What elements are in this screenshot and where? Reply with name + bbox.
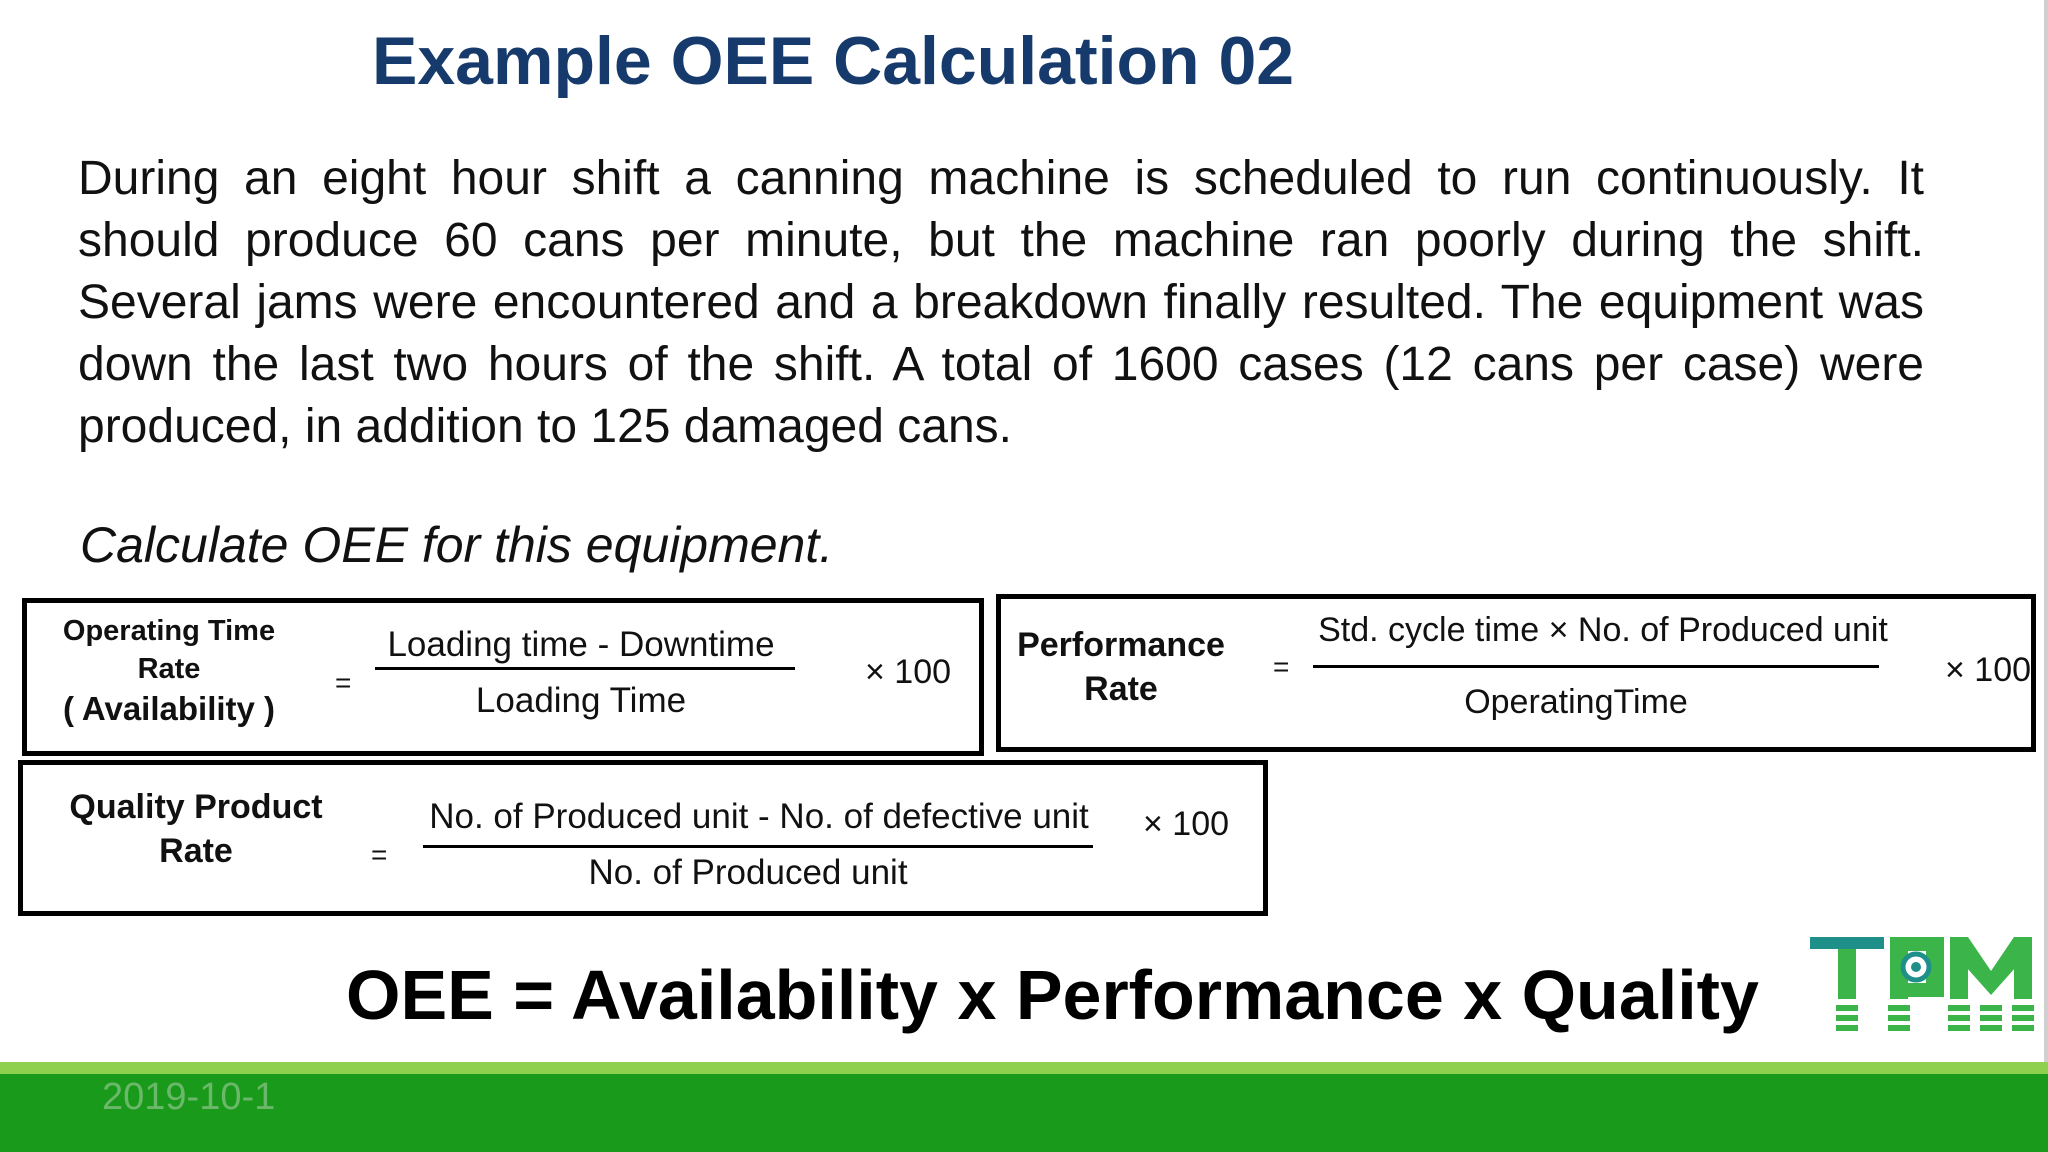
footer-bar: [0, 1074, 2048, 1152]
availability-fraction-line: [375, 667, 795, 670]
availability-label-line1: Operating Time: [62, 615, 276, 647]
performance-formula-box: [996, 594, 2036, 752]
availability-label-line3: ( Availability ): [62, 690, 276, 728]
tpm-logo: [1808, 935, 2036, 1037]
availability-multiplier: × 100: [865, 653, 952, 691]
slide-title: Example OEE Calculation 02: [372, 23, 1295, 99]
slide-date: 2019-10-1: [102, 1076, 276, 1118]
performance-label-line2: Rate: [1084, 670, 1158, 709]
quality-fraction-line: [423, 845, 1093, 848]
quality-denominator: No. of Produced unit: [588, 853, 908, 892]
oee-formula: OEE = Availability x Performance x Quality: [346, 956, 1759, 1034]
quality-numerator: No. of Produced unit - No. of defective unit: [429, 797, 1089, 836]
availability-label-line2: Rate: [137, 652, 201, 685]
quality-label: [29, 785, 363, 873]
tpm-logo-graphic: [1808, 935, 2036, 1037]
availability-formula-box: [22, 598, 984, 756]
availability-label: [33, 613, 305, 731]
availability-equals: =: [335, 667, 352, 698]
performance-equals: =: [1273, 651, 1290, 682]
performance-fraction-line: [1313, 665, 1879, 668]
availability-numerator: Loading time - Downtime: [387, 625, 775, 664]
problem-paragraph: During an eight hour shift a canning machine is scheduled to run continuously. It should produce 60 cans per minute, but the machine ran poorly during the shift. Several jams were encountered and a breakdown finally resulted. The equipment was down the last two hours of the shift. A total of 1600 cases (12 cans per case) were produced, in addition to 125 damaged cans.: [78, 152, 1924, 453]
right-edge-bar: [2044, 0, 2048, 1062]
quality-label-line2: Rate: [159, 832, 233, 871]
question-text: Calculate OEE for this equipment.: [80, 517, 834, 573]
performance-numerator: Std. cycle time × No. of Produced unit: [1318, 611, 1888, 649]
quality-label-line1: Quality Product: [69, 788, 323, 826]
performance-label: [1005, 623, 1237, 711]
quality-formula-box: [18, 760, 1268, 916]
performance-denominator: OperatingTime: [1464, 683, 1688, 721]
performance-multiplier: × 100: [1945, 651, 2032, 689]
quality-equals: =: [371, 839, 388, 870]
footer-accent-bar: [0, 1062, 2048, 1074]
performance-label-line1: Performance: [1017, 626, 1225, 664]
availability-denominator: Loading Time: [475, 681, 687, 720]
quality-multiplier: × 100: [1143, 805, 1230, 843]
